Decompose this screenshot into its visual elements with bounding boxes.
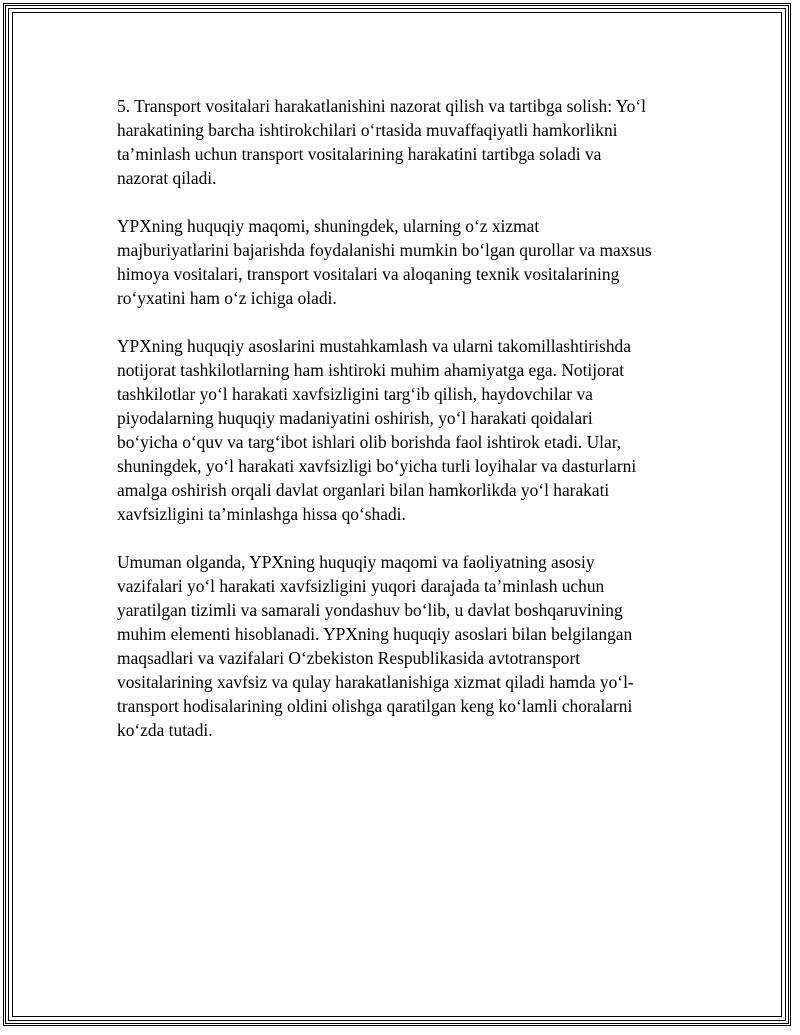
text-line: YPXning huquqiy asoslarini mustahkamlash va ularni takomillashtirishda bbox=[117, 336, 631, 356]
text-line: majburiyatlarini bajarishda foydalanishi mumkin bo‘lgan qurollar va maxsus bbox=[117, 240, 652, 260]
text-line: ko‘zda tutadi. bbox=[117, 720, 213, 740]
text-line: vositalarining xavfsiz va qulay harakatlanishiga xizmat qiladi hamda yo‘l- bbox=[117, 672, 634, 692]
text-line: shuningdek, yo‘l harakati xavfsizligi bo‘yicha turli loyihalar va dasturlarni bbox=[117, 456, 637, 476]
text-line: ta’minlash uchun transport vositalarining harakatini tartibga soladi va bbox=[117, 144, 602, 164]
text-line: piyodalarning huquqiy madaniyatini oshirish, yo‘l harakati qoidalari bbox=[117, 408, 593, 428]
text-line: ro‘yxatini ham o‘z ichiga oladi. bbox=[117, 288, 337, 308]
text-line: Umuman olganda, YPXning huquqiy maqomi va faoliyatning asosiy bbox=[117, 552, 595, 572]
document-body bbox=[117, 94, 697, 766]
text-line: maqsadlari va vazifalari O‘zbekiston Respublikasida avtotransport bbox=[117, 648, 581, 668]
text-line: notijorat tashkilotlarning ham ishtiroki muhim ahamiyatga ega. Notijorat bbox=[117, 360, 625, 380]
text-line: tashkilotlar yo‘l harakati xavfsizligini targ‘ib qilish, haydovchilar va bbox=[117, 384, 593, 404]
text-line: harakatining barcha ishtirokchilari o‘rtasida muvaffaqiyatli hamkorlikni bbox=[117, 120, 618, 140]
text-line: nazorat qiladi. bbox=[117, 168, 217, 188]
text-line: 5. Transport vositalari harakatlanishini nazorat qilish va tartibga solish: Yo‘l bbox=[117, 96, 646, 116]
text-line: muhim elementi hisoblanadi. YPXning huquqiy asoslari bilan belgilangan bbox=[117, 624, 633, 644]
text-line: bo‘yicha o‘quv va targ‘ibot ishlari olib borishda faol ishtirok etadi. Ular, bbox=[117, 432, 622, 452]
paragraph-3 bbox=[117, 334, 697, 526]
text-line: xavfsizligini ta’minlashga hissa qo‘shadi. bbox=[117, 504, 406, 524]
text-line: himoya vositalari, transport vositalari va aloqaning texnik vositalarining bbox=[117, 264, 620, 284]
text-line: transport hodisalarining oldini olishga qaratilgan keng ko‘lamli choralarni bbox=[117, 696, 633, 716]
text-line: yaratilgan tizimli va samarali yondashuv bo‘lib, u davlat boshqaruvining bbox=[117, 600, 623, 620]
text-line: amalga oshirish orqali davlat organlari bilan hamkorlikda yo‘l harakati bbox=[117, 480, 610, 500]
paragraph-4 bbox=[117, 550, 697, 742]
paragraph-1 bbox=[117, 94, 697, 190]
paragraph-2 bbox=[117, 214, 697, 310]
text-line: vazifalari yo‘l harakati xavfsizligini yuqori darajada ta’minlash uchun bbox=[117, 576, 605, 596]
text-line: YPXning huquqiy maqomi, shuningdek, ularning o‘z xizmat bbox=[117, 216, 540, 236]
